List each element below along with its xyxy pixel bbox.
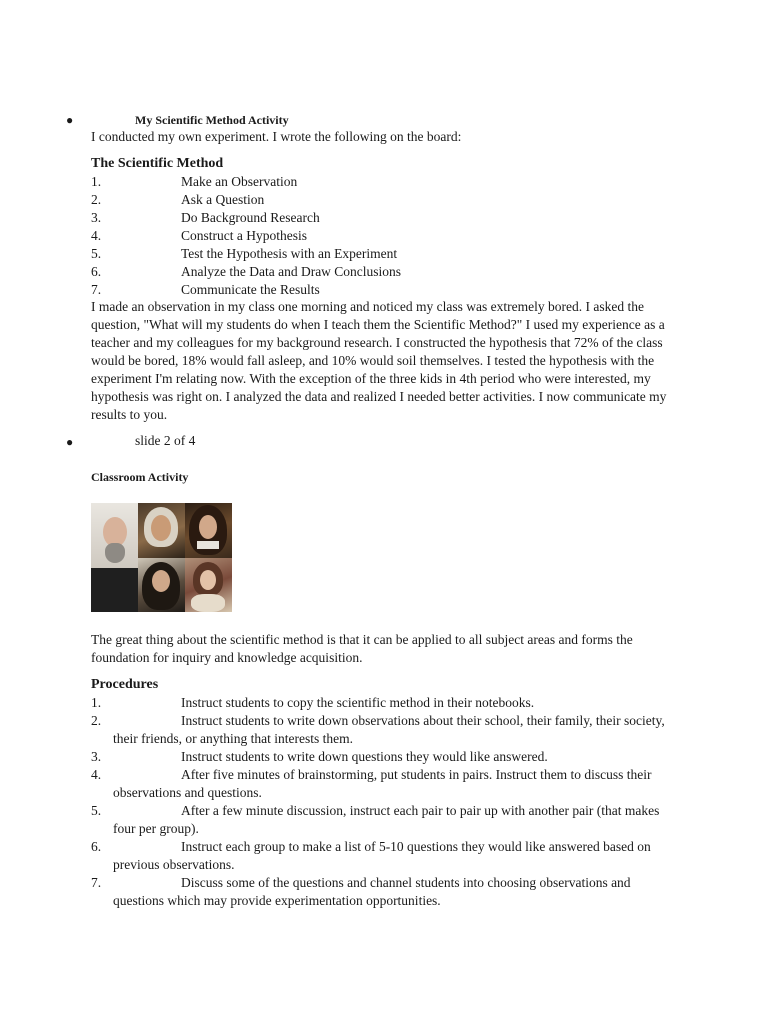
item-text: Do Background Research [181, 210, 320, 225]
procedures-list [91, 694, 681, 910]
item-text: Test the Hypothesis with an Experiment [181, 246, 398, 261]
item-number: 5. [91, 246, 102, 261]
item-text: Communicate the Results [181, 282, 320, 297]
list-item [91, 209, 681, 227]
list-item [91, 802, 681, 838]
list-item [91, 694, 681, 712]
scientific-method-steps [91, 173, 681, 299]
item-number: 4. [91, 767, 102, 782]
list-item [91, 766, 681, 802]
item-text: Instruct students to write down observations about their school, their family, their society, their friends, or anything that interests them. [113, 713, 665, 746]
item-text: Make an Observation [181, 174, 298, 189]
list-item [91, 712, 681, 748]
item-number: 3. [91, 749, 102, 764]
item-number: 2. [91, 192, 102, 207]
item-number: 4. [91, 228, 102, 243]
procedures-heading: Procedures [91, 677, 159, 692]
scientific-method-paragraph: The great thing about the scientific method is that it can be applied to all subject areas and forms the foundation for inquiry and knowledge acquisition. [91, 632, 633, 665]
item-number: 3. [91, 210, 102, 225]
list-item [91, 838, 681, 874]
slide-label: slide 2 of 4 [135, 433, 196, 448]
item-text: After a few minute discussion, instruct each pair to pair up with another pair (that makes four per group). [113, 803, 660, 836]
list-item [91, 173, 681, 191]
scientists-portrait-collage [91, 503, 232, 612]
item-text: Discuss some of the questions and channel students into choosing observations and questions which may provide experimentation opportunities. [113, 875, 631, 908]
list-item [91, 245, 681, 263]
item-number: 2. [91, 713, 102, 728]
item-number: 6. [91, 264, 102, 279]
list-item [91, 227, 681, 245]
item-text: After five minutes of brainstorming, put students in pairs. Instruct them to discuss their observations and questions. [113, 767, 652, 800]
experiment-paragraph: I made an observation in my class one morning and noticed my class was extremely bored. I asked the question, "What will my students do when I teach them the Scientific Method?" I used my experience as a teacher and my colleagues for my background research. I constructed the hypothesis that 72% of the class would be bored, 18% would fall asleep, and 10% would soil themselves. I tested the hypothesis with the experiment I'm relating now. With the exception of the three kids in 4th period who were interested, my hypothesis was right on. I analyzed the data and realized I needed better activities. I now communicate my results to you. [91, 299, 667, 422]
portrait-image [138, 503, 185, 558]
item-text: Instruct students to write down questions they would like answered. [181, 749, 548, 764]
bullet-marker: ● [66, 435, 74, 449]
portrait-image [91, 503, 138, 612]
item-text: Ask a Question [181, 192, 265, 207]
list-item [91, 263, 681, 281]
list-item [91, 874, 681, 910]
item-text: Analyze the Data and Draw Conclusions [181, 264, 402, 279]
portrait-image [185, 503, 232, 558]
portrait-image [138, 558, 185, 613]
list-item [91, 748, 681, 766]
classroom-activity-heading: Classroom Activity [91, 470, 189, 484]
list-item [91, 281, 681, 299]
item-number: 7. [91, 282, 102, 297]
intro-text: I conducted my own experiment. I wrote the following on the board: [91, 129, 462, 144]
item-number: 6. [91, 839, 102, 854]
item-number: 5. [91, 803, 102, 818]
item-number: 7. [91, 875, 102, 890]
activity-title: My Scientific Method Activity [135, 113, 289, 127]
item-number: 1. [91, 174, 102, 189]
list-item [91, 191, 681, 209]
bullet-marker: ● [66, 113, 74, 127]
item-text: Instruct each group to make a list of 5-10 questions they would like answered based on previous observations. [113, 839, 651, 872]
item-text: Construct a Hypothesis [181, 228, 307, 243]
scientific-method-heading: The Scientific Method [91, 156, 224, 171]
portrait-image [185, 558, 232, 613]
item-text: Instruct students to copy the scientific method in their notebooks. [181, 695, 535, 710]
item-number: 1. [91, 695, 102, 710]
